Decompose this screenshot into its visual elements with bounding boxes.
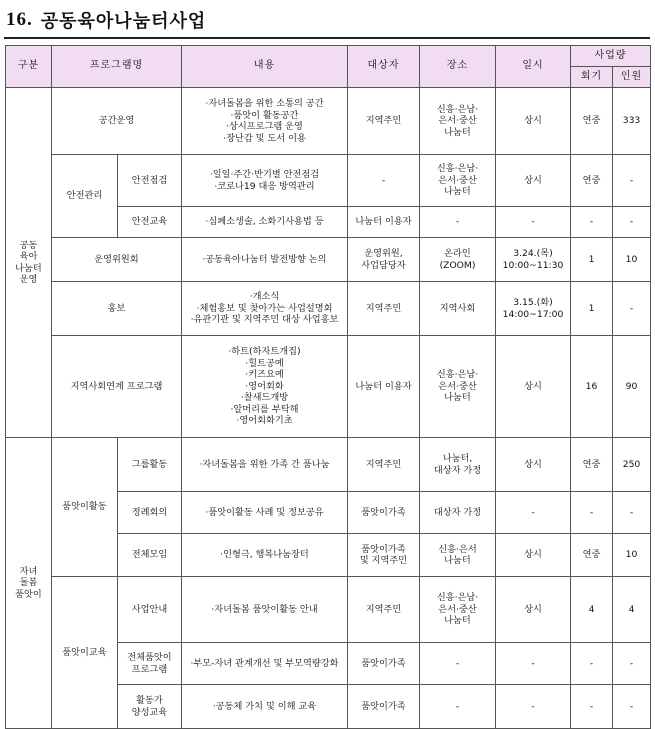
program-target: 품앗이가족 bbox=[348, 685, 420, 729]
program-schedule: - bbox=[496, 643, 571, 685]
program-participants: 10 bbox=[613, 238, 651, 282]
program-name: 홍보 bbox=[52, 282, 182, 336]
header-volume: 사업량 bbox=[571, 46, 651, 67]
program-target: 품앗이가족 bbox=[348, 643, 420, 685]
program-content: ·자녀돌봄을 위한 소통의 공간 ·품앗이 활동공간 ·상시프로그램 운영 ·장난감 및 도서 이용 bbox=[182, 88, 348, 155]
program-participants: - bbox=[613, 207, 651, 238]
program-name: 정례회의 bbox=[118, 492, 182, 534]
table-row bbox=[6, 438, 651, 492]
group-label-nanumteo: 공동 육아 나눔터 운영 bbox=[6, 88, 52, 438]
table-row bbox=[6, 282, 651, 336]
page-title bbox=[6, 4, 206, 36]
program-name: 사업안내 bbox=[118, 577, 182, 643]
table-row bbox=[6, 238, 651, 282]
program-place: - bbox=[420, 207, 496, 238]
program-schedule: - bbox=[496, 492, 571, 534]
program-sessions: 16 bbox=[571, 336, 613, 438]
program-sessions: 1 bbox=[571, 238, 613, 282]
program-participants: 90 bbox=[613, 336, 651, 438]
program-sessions: - bbox=[571, 685, 613, 729]
program-content: ·자녀돌봄 품앗이활동 안내 bbox=[182, 577, 348, 643]
title-underline bbox=[4, 37, 650, 39]
program-name: 전체모임 bbox=[118, 534, 182, 577]
program-sessions: 4 bbox=[571, 577, 613, 643]
program-schedule: 3.24.(목) 10:00~11:30 bbox=[496, 238, 571, 282]
program-place: 나눔터, 대상자 가정 bbox=[420, 438, 496, 492]
program-name: 전체품앗이 프로그램 bbox=[118, 643, 182, 685]
program-target: 지역주민 bbox=[348, 282, 420, 336]
program-participants: 250 bbox=[613, 438, 651, 492]
program-content: ·하트(하자트개집) ·힐트공예 ·키즈요예 ·영어회화 ·찰새드개방 ·알머리를 부탁해 ·영어회화기초 bbox=[182, 336, 348, 438]
program-target: 지역주민 bbox=[348, 88, 420, 155]
program-schedule: 상시 bbox=[496, 88, 571, 155]
program-place: 대상자 가정 bbox=[420, 492, 496, 534]
program-table bbox=[5, 45, 651, 729]
header-participants: 인원 bbox=[613, 67, 651, 88]
header-place: 장소 bbox=[420, 46, 496, 88]
program-participants: - bbox=[613, 643, 651, 685]
program-schedule: - bbox=[496, 207, 571, 238]
program-name: 운영위원회 bbox=[52, 238, 182, 282]
program-schedule: 3.15.(화) 14:00~17:00 bbox=[496, 282, 571, 336]
header-category: 구분 bbox=[6, 46, 52, 88]
table-row bbox=[6, 88, 651, 155]
subgroup-label-pumasi-activity: 품앗이활동 bbox=[52, 438, 118, 577]
program-sessions: - bbox=[571, 643, 613, 685]
program-target: 지역주민 bbox=[348, 438, 420, 492]
program-content: ·부모-자녀 관계개선 및 부모역량강화 bbox=[182, 643, 348, 685]
table-row bbox=[6, 155, 651, 207]
program-place: 신흥·은남· 은서·중산 나눔터 bbox=[420, 577, 496, 643]
program-target: 나눔터 이용자 bbox=[348, 207, 420, 238]
program-schedule: 상시 bbox=[496, 438, 571, 492]
table-row bbox=[6, 577, 651, 643]
program-target: - bbox=[348, 155, 420, 207]
program-target: 운영위원, 사업담당자 bbox=[348, 238, 420, 282]
program-place: - bbox=[420, 685, 496, 729]
program-name: 안전교육 bbox=[118, 207, 182, 238]
program-place: 신흥·은남· 은서·중산 나눔터 bbox=[420, 88, 496, 155]
program-content: ·공동육아나눔터 발전방향 논의 bbox=[182, 238, 348, 282]
header-schedule: 일시 bbox=[496, 46, 571, 88]
program-name: 안전점검 bbox=[118, 155, 182, 207]
subgroup-label-education: 품앗이교육 bbox=[52, 577, 118, 729]
program-content: ·일일·주간·반기별 안전점검 ·코로나19 대응 방역관리 bbox=[182, 155, 348, 207]
group-label-pumasi: 자녀 돌봄 품앗이 bbox=[6, 438, 52, 729]
program-place: 신흥·은남· 은서·중산 나눔터 bbox=[420, 155, 496, 207]
section-title: 공동육아나눔터사업 bbox=[40, 11, 207, 32]
program-participants: - bbox=[613, 155, 651, 207]
program-participants: - bbox=[613, 685, 651, 729]
subgroup-label-safety: 안전관리 bbox=[52, 155, 118, 238]
program-content: ·인형극, 행복나눔장터 bbox=[182, 534, 348, 577]
program-sessions: - bbox=[571, 207, 613, 238]
program-sessions: 1 bbox=[571, 282, 613, 336]
header-content: 내용 bbox=[182, 46, 348, 88]
program-place: 지역사회 bbox=[420, 282, 496, 336]
table-row bbox=[6, 336, 651, 438]
header-sessions: 회기 bbox=[571, 67, 613, 88]
program-name: 공간운영 bbox=[52, 88, 182, 155]
program-name: 지역사회연계 프로그램 bbox=[52, 336, 182, 438]
program-content: ·개소식 ·체험홍보 및 찾아가는 사업설명회 ·유관기관 및 지역주민 대상 사업홍보 bbox=[182, 282, 348, 336]
program-content: ·공동체 가치 및 이해 교육 bbox=[182, 685, 348, 729]
program-content: ·품앗이활동 사례 및 정보공유 bbox=[182, 492, 348, 534]
program-place: 온라인 (ZOOM) bbox=[420, 238, 496, 282]
program-sessions: - bbox=[571, 492, 613, 534]
program-content: ·자녀돌봄을 위한 가족 간 품나눔 bbox=[182, 438, 348, 492]
program-target: 품앗이가족 및 지역주민 bbox=[348, 534, 420, 577]
program-name: 그룹활동 bbox=[118, 438, 182, 492]
program-schedule: 상시 bbox=[496, 336, 571, 438]
program-name: 활동가 양성교육 bbox=[118, 685, 182, 729]
program-participants: - bbox=[613, 492, 651, 534]
program-sessions: 연중 bbox=[571, 155, 613, 207]
program-participants: 4 bbox=[613, 577, 651, 643]
program-target: 나눔터 이용자 bbox=[348, 336, 420, 438]
program-content: ·심폐소생술, 소화기사용법 등 bbox=[182, 207, 348, 238]
header-target: 대상자 bbox=[348, 46, 420, 88]
program-participants: 333 bbox=[613, 88, 651, 155]
program-sessions: 연중 bbox=[571, 534, 613, 577]
program-target: 품앗이가족 bbox=[348, 492, 420, 534]
program-sessions: 연중 bbox=[571, 88, 613, 155]
program-sessions: 연중 bbox=[571, 438, 613, 492]
program-place: 신흥·은서 나눔터 bbox=[420, 534, 496, 577]
program-target: 지역주민 bbox=[348, 577, 420, 643]
program-schedule: 상시 bbox=[496, 577, 571, 643]
program-place: 신흥·은남· 은서·중산 나눔터 bbox=[420, 336, 496, 438]
header-row bbox=[6, 46, 651, 67]
program-place: - bbox=[420, 643, 496, 685]
program-participants: - bbox=[613, 282, 651, 336]
program-schedule: 상시 bbox=[496, 155, 571, 207]
header-program: 프로그램명 bbox=[52, 46, 182, 88]
program-participants: 10 bbox=[613, 534, 651, 577]
section-number: 16. bbox=[6, 9, 33, 30]
program-schedule: 상시 bbox=[496, 534, 571, 577]
program-schedule: - bbox=[496, 685, 571, 729]
